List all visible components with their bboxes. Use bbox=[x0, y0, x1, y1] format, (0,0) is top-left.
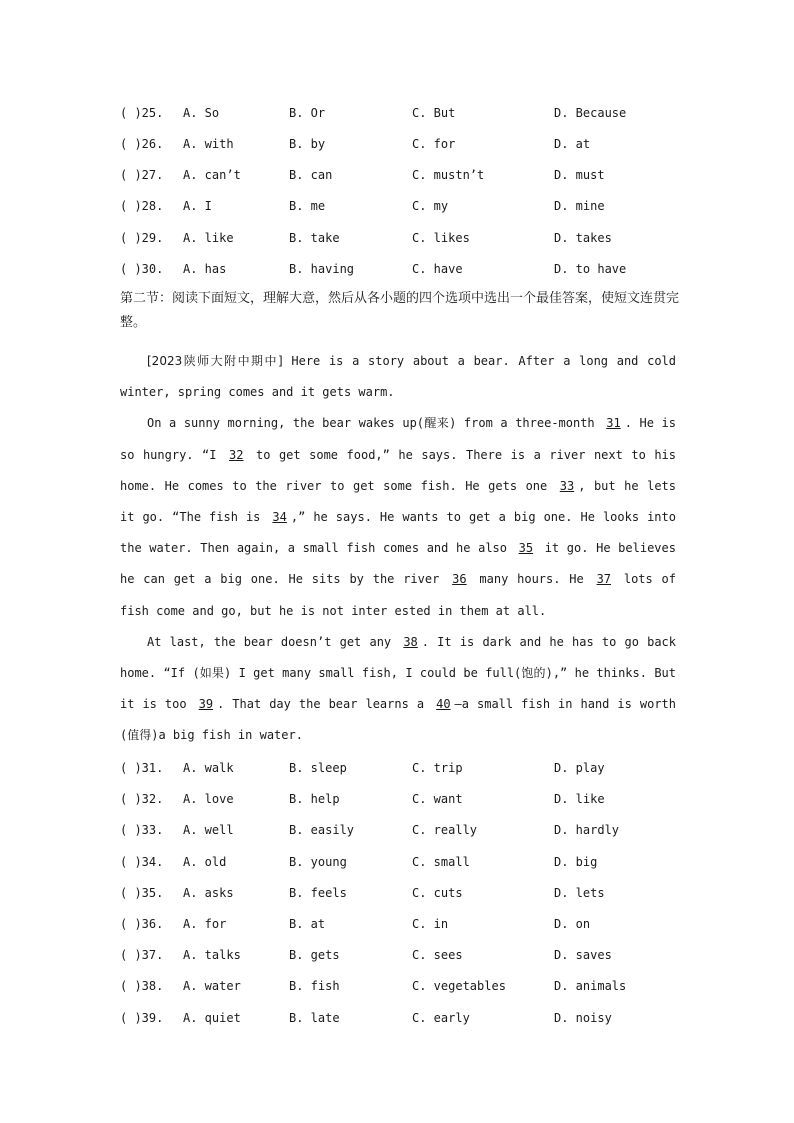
question-row-33 bbox=[120, 820, 680, 840]
option-b: B. help bbox=[289, 792, 340, 806]
option-a: A. water bbox=[183, 979, 241, 993]
option-b: B. gets bbox=[289, 948, 340, 962]
option-b: B. young bbox=[289, 855, 347, 869]
question-number: ( )32. bbox=[120, 792, 164, 806]
option-a: A. can’t bbox=[183, 168, 241, 182]
option-c: C. mustn’t bbox=[412, 168, 485, 182]
option-a: A. So bbox=[183, 106, 220, 120]
option-a: A. with bbox=[183, 137, 234, 151]
question-row-30 bbox=[120, 259, 680, 279]
question-number: ( )29. bbox=[120, 231, 164, 245]
blank-33: 33 bbox=[559, 478, 575, 493]
question-number: ( )34. bbox=[120, 855, 164, 869]
blank-38: 38 bbox=[403, 634, 418, 649]
blank-36: 36 bbox=[452, 572, 467, 587]
option-a: A. quiet bbox=[183, 1011, 241, 1025]
option-d: D. hardly bbox=[554, 823, 620, 837]
question-row-27 bbox=[120, 165, 680, 185]
option-a: A. well bbox=[183, 823, 234, 837]
option-d: D. Because bbox=[554, 106, 627, 120]
option-c: C. want bbox=[412, 792, 463, 806]
question-row-39 bbox=[120, 1008, 680, 1028]
option-a: A. for bbox=[183, 917, 227, 931]
option-b: B. at bbox=[289, 917, 326, 931]
blank-34: 34 bbox=[272, 510, 287, 525]
question-row-38 bbox=[120, 976, 680, 996]
option-a: A. I bbox=[183, 199, 212, 213]
option-c: C. my bbox=[412, 199, 449, 213]
option-b: B. take bbox=[289, 231, 340, 245]
option-b: B. can bbox=[289, 168, 333, 182]
passage-paragraph-2: On a sunny morning, the bear wakes up(醒来) from a three-month 31 . He is so hungry. “I 32 to get some food,” he says. There is a river next to his home. He comes to the river to get some fish. He gets one 33 , but he lets it go. “The fish is 34 ,” he says. He wants to get a big one. He looks into the water. Then again, a small fish comes and he also 35 it go. He believes he can get a big one. He sits by the river 36 many hours. He 37 lots of fish come and go, but he is not inter ested in them at all. bbox=[120, 416, 677, 618]
option-c: C. sees bbox=[412, 948, 463, 962]
section-heading: 第二节：阅读下面短文，理解大意，然后从各小题的四个选项中选出一个最佳答案，使短文连贯完整。 bbox=[120, 291, 680, 330]
question-number: ( )39. bbox=[120, 1011, 164, 1025]
question-row-29 bbox=[120, 228, 680, 248]
option-c: C. cuts bbox=[412, 886, 463, 900]
blank-39: 39 bbox=[198, 697, 214, 712]
option-b: B. Or bbox=[289, 106, 326, 120]
option-d: D. at bbox=[554, 137, 591, 151]
option-c: C. vegetables bbox=[412, 979, 506, 993]
question-number: ( )38. bbox=[120, 979, 164, 993]
question-row-32 bbox=[120, 789, 680, 809]
option-c: C. have bbox=[412, 262, 463, 276]
option-d: D. must bbox=[554, 168, 605, 182]
passage-paragraph-3: At last, the bear doesn’t get any 38 . It is dark and he has to go back home. “If (如果) I get many small fish, I could be full(饱的),” he thinks. But it is too 39 . That day the bear learns a 40 —a small fish in hand is worth (值得)a big fish in water. bbox=[120, 634, 677, 743]
option-a: A. has bbox=[183, 262, 227, 276]
option-d: D. noisy bbox=[554, 1011, 612, 1025]
blank-40: 40 bbox=[436, 697, 451, 712]
option-c: C. small bbox=[412, 855, 470, 869]
option-c: C. trip bbox=[412, 761, 463, 775]
option-b: B. easily bbox=[289, 823, 355, 837]
option-a: A. love bbox=[183, 792, 234, 806]
question-row-34 bbox=[120, 852, 680, 872]
option-c: C. likes bbox=[412, 231, 470, 245]
option-d: D. big bbox=[554, 855, 598, 869]
option-b: B. me bbox=[289, 199, 326, 213]
blank-35: 35 bbox=[518, 541, 534, 556]
option-c: C. But bbox=[412, 106, 456, 120]
option-d: D. animals bbox=[554, 979, 627, 993]
question-row-36 bbox=[120, 914, 680, 934]
option-c: C. really bbox=[412, 823, 478, 837]
question-row-37 bbox=[120, 945, 680, 965]
question-number: ( )33. bbox=[120, 823, 164, 837]
blank-37: 37 bbox=[596, 572, 612, 587]
question-number: ( )31. bbox=[120, 761, 164, 775]
question-number: ( )27. bbox=[120, 168, 164, 182]
question-number: ( )25. bbox=[120, 106, 164, 120]
question-row-26 bbox=[120, 134, 680, 154]
reading-passage bbox=[120, 346, 676, 752]
passage-paragraph-1: [2023陕师大附中期中] Here is a story about a bear. After a long and cold winter, spring comes and it gets warm. bbox=[120, 354, 676, 400]
option-b: B. by bbox=[289, 137, 326, 151]
option-d: D. like bbox=[554, 792, 605, 806]
option-a: A. asks bbox=[183, 886, 234, 900]
option-d: D. lets bbox=[554, 886, 605, 900]
option-d: D. on bbox=[554, 917, 591, 931]
question-number: ( )28. bbox=[120, 199, 164, 213]
question-row-35 bbox=[120, 883, 680, 903]
option-d: D. mine bbox=[554, 199, 605, 213]
option-c: C. in bbox=[412, 917, 449, 931]
question-number: ( )26. bbox=[120, 137, 164, 151]
option-c: C. for bbox=[412, 137, 456, 151]
option-b: B. feels bbox=[289, 886, 347, 900]
option-b: B. late bbox=[289, 1011, 340, 1025]
question-row-31 bbox=[120, 758, 680, 778]
question-row-28 bbox=[120, 196, 680, 216]
option-d: D. to have bbox=[554, 262, 627, 276]
option-a: A. like bbox=[183, 231, 234, 245]
option-b: B. fish bbox=[289, 979, 340, 993]
option-b: B. sleep bbox=[289, 761, 347, 775]
option-a: A. talks bbox=[183, 948, 241, 962]
question-row-25 bbox=[120, 103, 680, 123]
question-number: ( )35. bbox=[120, 886, 164, 900]
option-a: A. walk bbox=[183, 761, 234, 775]
option-d: D. saves bbox=[554, 948, 612, 962]
blank-32: 32 bbox=[229, 447, 244, 462]
option-d: D. play bbox=[554, 761, 605, 775]
option-a: A. old bbox=[183, 855, 227, 869]
option-d: D. takes bbox=[554, 231, 612, 245]
question-number: ( )37. bbox=[120, 948, 164, 962]
source-tag: [2023陕师大附中期中] bbox=[147, 354, 283, 368]
blank-31: 31 bbox=[606, 416, 621, 431]
option-b: B. having bbox=[289, 262, 355, 276]
question-number: ( )36. bbox=[120, 917, 164, 931]
option-c: C. early bbox=[412, 1011, 470, 1025]
question-number: ( )30. bbox=[120, 262, 164, 276]
